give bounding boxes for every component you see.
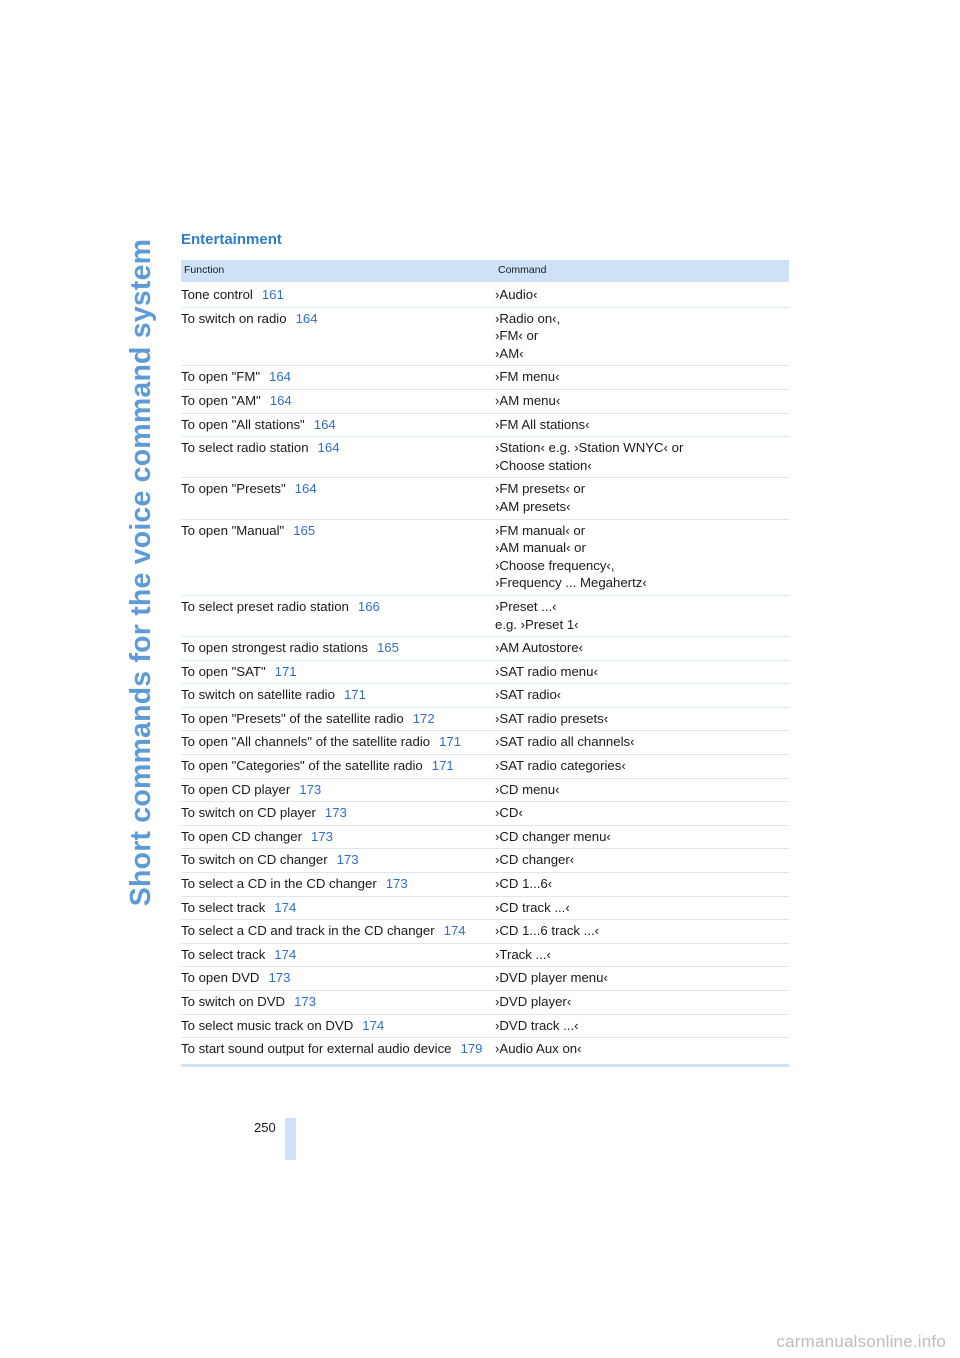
- function-text: To open "All stations": [181, 416, 305, 432]
- command-cell: [495, 437, 789, 478]
- command-cell: [495, 802, 789, 826]
- page-reference-link[interactable]: 171: [343, 687, 366, 703]
- side-title: [122, 228, 162, 916]
- command-line: ›SAT radio‹: [495, 687, 562, 703]
- page-reference-link[interactable]: 179: [460, 1041, 483, 1057]
- command-cell: [495, 967, 789, 991]
- function-cell: [181, 943, 495, 967]
- page-reference-link[interactable]: 173: [299, 781, 322, 797]
- function-cell: [181, 849, 495, 873]
- command-line: ›Radio on‹,: [495, 310, 561, 326]
- function-text: To select music track on DVD: [181, 1017, 354, 1033]
- function-text: To select track: [181, 946, 266, 962]
- function-cell: [181, 707, 495, 731]
- page-reference-link[interactable]: 164: [295, 310, 318, 326]
- page-reference-link[interactable]: 173: [336, 852, 359, 868]
- table-row: [181, 595, 789, 636]
- function-cell: [181, 307, 495, 366]
- command-line: ›FM manual‹ or: [495, 522, 586, 538]
- function-cell: [181, 660, 495, 684]
- table-row: [181, 389, 789, 413]
- command-cell: [495, 283, 789, 307]
- command-line: ›CD 1...6‹: [495, 876, 553, 892]
- function-cell: [181, 366, 495, 390]
- page-reference-link[interactable]: 161: [261, 287, 284, 302]
- table-row: [181, 778, 789, 802]
- function-cell: [181, 637, 495, 661]
- function-cell: [181, 778, 495, 802]
- command-line: ›Preset ...‹: [495, 598, 557, 614]
- command-line: ›Audio‹: [495, 287, 538, 302]
- table-row: [181, 920, 789, 944]
- command-cell: [495, 595, 789, 636]
- page-reference-link[interactable]: 171: [431, 758, 454, 774]
- function-cell: [181, 802, 495, 826]
- command-line: ›Choose frequency‹,: [495, 557, 615, 573]
- function-cell: [181, 967, 495, 991]
- command-cell: [495, 825, 789, 849]
- function-cell: [181, 896, 495, 920]
- command-cell: [495, 731, 789, 755]
- function-text: To switch on radio: [181, 310, 287, 326]
- command-line: ›CD changer menu‹: [495, 828, 611, 844]
- command-cell: [495, 637, 789, 661]
- page-number: 250: [254, 1120, 276, 1135]
- command-line: ›DVD track ...‹: [495, 1017, 579, 1033]
- command-line: ›SAT radio categories‹: [495, 758, 626, 774]
- command-line: ›Track ...‹: [495, 946, 551, 962]
- table-row: [181, 1038, 789, 1066]
- command-cell: [495, 366, 789, 390]
- page-reference-link[interactable]: 164: [269, 392, 292, 408]
- function-cell: [181, 595, 495, 636]
- function-text: To select radio station: [181, 440, 309, 456]
- command-cell: [495, 920, 789, 944]
- table-row: [181, 1014, 789, 1038]
- command-line: ›SAT radio all channels‹: [495, 734, 635, 750]
- command-line: ›Frequency ... Megahertz‹: [495, 575, 647, 591]
- side-title-text: Short commands for the voice command system: [125, 238, 158, 906]
- watermark: carmanualsonline.info: [776, 1332, 946, 1351]
- page-reference-link[interactable]: 171: [274, 663, 297, 679]
- table-body: [181, 283, 789, 1065]
- table-row: [181, 967, 789, 991]
- function-cell: [181, 283, 495, 307]
- page-reference-link[interactable]: 174: [443, 923, 466, 939]
- page-reference-link[interactable]: 174: [362, 1017, 385, 1033]
- command-cell: [495, 413, 789, 437]
- function-cell: [181, 1014, 495, 1038]
- command-cell: [495, 778, 789, 802]
- page-reference-link[interactable]: 164: [313, 416, 336, 432]
- table-row: [181, 660, 789, 684]
- function-cell: [181, 1038, 495, 1066]
- table-row: [181, 755, 789, 779]
- voice-command-table: [181, 260, 789, 1067]
- table-row: [181, 437, 789, 478]
- page-reference-link[interactable]: 173: [324, 805, 347, 821]
- command-cell: [495, 755, 789, 779]
- command-line: ›FM menu‹: [495, 369, 560, 385]
- section-heading: Entertainment: [181, 231, 282, 248]
- command-cell: [495, 896, 789, 920]
- function-text: To select a CD and track in the CD changer: [181, 923, 435, 939]
- command-cell: [495, 873, 789, 897]
- command-line: ›FM All stations‹: [495, 416, 590, 432]
- page-marker-bar: [285, 1118, 296, 1160]
- command-line: ›CD 1...6 track ...‹: [495, 923, 600, 939]
- function-cell: [181, 873, 495, 897]
- function-text: To open "Categories" of the satellite radio: [181, 758, 423, 774]
- command-cell: [495, 389, 789, 413]
- command-cell: [495, 307, 789, 366]
- function-text: To open "FM": [181, 369, 260, 385]
- page-reference-link[interactable]: 172: [412, 710, 435, 726]
- command-cell: [495, 991, 789, 1015]
- table-row: [181, 991, 789, 1015]
- function-cell: [181, 684, 495, 708]
- command-cell: [495, 684, 789, 708]
- page-reference-link[interactable]: 164: [317, 440, 340, 456]
- function-text: To select a CD in the CD changer: [181, 876, 377, 892]
- command-line: ›SAT radio presets‹: [495, 710, 609, 726]
- command-line: ›FM presets‹ or: [495, 481, 586, 497]
- command-line: ›CD track ...‹: [495, 899, 570, 915]
- function-text: To open "All channels" of the satellite radio: [181, 734, 431, 750]
- table-row: [181, 825, 789, 849]
- function-cell: [181, 413, 495, 437]
- function-text: To switch on CD player: [181, 805, 316, 821]
- header-function: Function: [181, 260, 495, 283]
- command-line: ›Station‹ e.g. ›Station WNYC‹ or: [495, 440, 684, 456]
- function-text: To open "AM": [181, 392, 261, 408]
- function-cell: [181, 991, 495, 1015]
- command-line: ›CD changer‹: [495, 852, 575, 868]
- function-text: To switch on CD changer: [181, 852, 328, 868]
- table-row: [181, 283, 789, 307]
- command-cell: [495, 849, 789, 873]
- function-text: To open strongest radio stations: [181, 640, 368, 656]
- page-reference-link[interactable]: 173: [310, 828, 333, 844]
- command-line: ›AM menu‹: [495, 392, 561, 408]
- function-cell: [181, 519, 495, 595]
- function-text: To open "SAT": [181, 663, 266, 679]
- function-text: To switch on satellite radio: [181, 687, 335, 703]
- table-row: [181, 684, 789, 708]
- command-line: ›FM‹ or: [495, 328, 539, 344]
- function-text: To open CD changer: [181, 828, 302, 844]
- command-line: ›Audio Aux on‹: [495, 1041, 582, 1057]
- page-reference-link[interactable]: 173: [268, 970, 291, 986]
- table-row: [181, 366, 789, 390]
- command-line: e.g. ›Preset 1‹: [495, 616, 579, 632]
- command-line: ›Choose station‹: [495, 457, 592, 473]
- page-reference-link[interactable]: 174: [274, 946, 297, 962]
- table-row: [181, 849, 789, 873]
- function-text: To select preset radio station: [181, 598, 349, 614]
- table-row: [181, 731, 789, 755]
- command-line: ›AM‹: [495, 345, 524, 361]
- command-cell: [495, 1038, 789, 1066]
- command-line: ›CD menu‹: [495, 781, 560, 797]
- function-cell: [181, 920, 495, 944]
- function-cell: [181, 437, 495, 478]
- page-reference-link[interactable]: 173: [294, 994, 317, 1009]
- command-cell: [495, 478, 789, 519]
- table-row: [181, 707, 789, 731]
- table-row: [181, 802, 789, 826]
- page-reference-link[interactable]: 164: [269, 369, 292, 385]
- table-row: [181, 413, 789, 437]
- table-row: [181, 873, 789, 897]
- page-reference-link[interactable]: 174: [274, 899, 297, 915]
- function-cell: [181, 478, 495, 519]
- function-text: To switch on DVD: [181, 994, 286, 1009]
- command-line: ›CD‹: [495, 805, 523, 821]
- command-line: ›AM Autostore‹: [495, 640, 583, 656]
- page-reference-link[interactable]: 171: [439, 734, 462, 750]
- table-row: [181, 896, 789, 920]
- command-line: ›SAT radio menu‹: [495, 663, 598, 679]
- page-reference-link[interactable]: 173: [385, 876, 408, 892]
- command-cell: [495, 1014, 789, 1038]
- function-text: Tone control: [181, 287, 253, 302]
- page-reference-link[interactable]: 165: [293, 522, 316, 538]
- function-text: To open "Presets" of the satellite radio: [181, 710, 404, 726]
- function-text: To start sound output for external audio device: [181, 1041, 452, 1057]
- function-text: To open "Presets": [181, 481, 286, 497]
- function-cell: [181, 825, 495, 849]
- function-text: To select track: [181, 899, 266, 915]
- table-row: [181, 478, 789, 519]
- table-row: [181, 943, 789, 967]
- header-command: Command: [495, 260, 789, 283]
- function-text: To open DVD: [181, 970, 260, 986]
- function-text: To open "Manual": [181, 522, 285, 538]
- command-cell: [495, 707, 789, 731]
- function-cell: [181, 755, 495, 779]
- function-cell: [181, 731, 495, 755]
- function-text: To open CD player: [181, 781, 291, 797]
- command-cell: [495, 660, 789, 684]
- table-row: [181, 519, 789, 595]
- function-cell: [181, 389, 495, 413]
- command-cell: [495, 519, 789, 595]
- command-line: ›AM manual‹ or: [495, 540, 586, 556]
- page-reference-link[interactable]: 164: [294, 481, 317, 497]
- table-row: [181, 307, 789, 366]
- table-header-row: [181, 260, 789, 283]
- page-reference-link[interactable]: 166: [357, 598, 380, 614]
- command-line: ›DVD player menu‹: [495, 970, 608, 986]
- page-reference-link[interactable]: 165: [376, 640, 399, 656]
- command-line: ›AM presets‹: [495, 498, 571, 514]
- command-line: ›DVD player‹: [495, 994, 572, 1009]
- table-row: [181, 637, 789, 661]
- command-cell: [495, 943, 789, 967]
